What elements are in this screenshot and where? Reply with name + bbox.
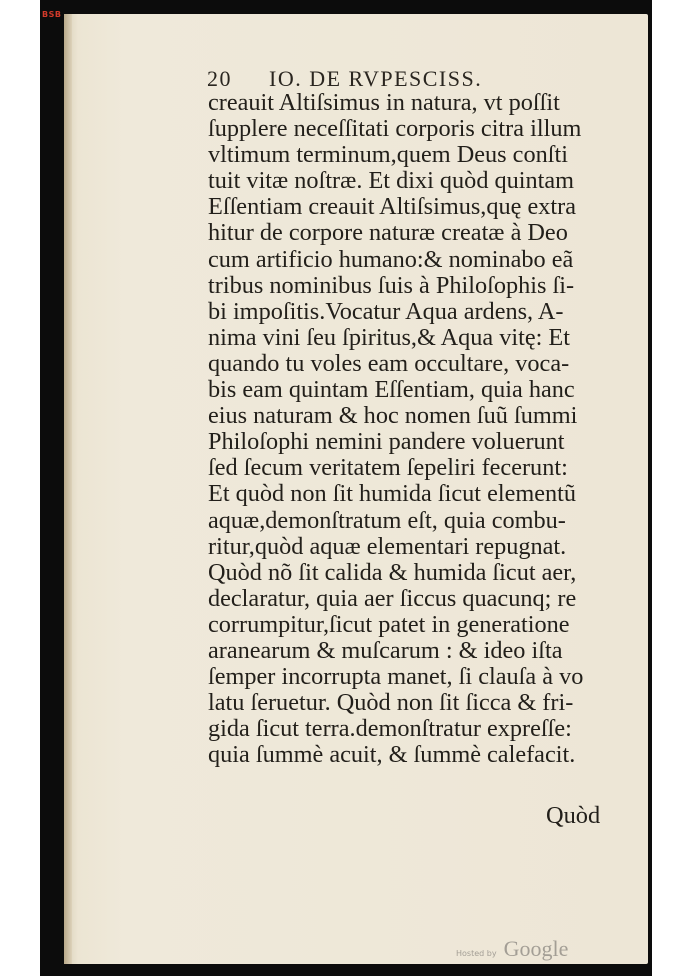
text-line: bis eam quintam Eſſentiam, quia hanc — [208, 376, 575, 404]
text-line: tribus nominibus ſuis à Philoſophis ſi- — [208, 271, 575, 299]
text-line: quia ſummè acuit, & ſummè calefacit. — [208, 741, 576, 769]
text-line: eius naturam & hoc nomen ſuũ ſummi — [208, 402, 578, 430]
text-line: quando tu voles eam occultare, voca- — [208, 349, 570, 377]
running-title: IO. DE RVPESCISS. — [269, 66, 483, 91]
hosted-by-credit — [456, 936, 568, 962]
text-line: latu ſeruetur. Quòd non ſit ſicca & fri- — [208, 689, 574, 717]
text-line: vltimum terminum,quem Deus conſti — [208, 141, 568, 169]
text-line: aquæ,demonſtratum eſt, quia combu- — [208, 506, 566, 534]
page-number: 20 — [207, 66, 232, 91]
text-line: aranearum & muſcarum : & ideo iſta — [208, 636, 563, 664]
text-line: declaratur, quia aer ſiccus quacunq; re — [208, 584, 577, 612]
text-line: ſed ſecum veritatem ſepeliri fecerunt: — [208, 454, 568, 482]
text-line: gida ſicut terra.demonſtratur expreſſe: — [208, 715, 572, 743]
text-line: nima vini ſeu ſpiritus,& Aqua vitę: Et — [208, 323, 570, 351]
google-logo: Google — [503, 936, 569, 961]
page-gutter-shadow — [64, 14, 72, 964]
text-line: bi impoſitis.Vocatur Aqua ardens, A- — [208, 297, 564, 325]
text-line: Philoſophi nemini pandere voluerunt — [208, 428, 565, 456]
text-line: Et quòd non ſit humida ſicut elementũ — [208, 480, 577, 508]
text-line: ritur,quòd aquæ elementari repugnat. — [208, 532, 567, 560]
text-line: tuit vitæ noſtræ. Et dixi quòd quintam — [208, 167, 575, 195]
text-line: corrumpitur,ſicut patet in generatione — [208, 610, 570, 638]
text-line: hitur de corpore naturæ creatæ à Deo — [208, 219, 568, 247]
text-line: Quòd nõ ſit calida & humida ſicut aer, — [208, 558, 577, 586]
page-body-text — [208, 90, 620, 768]
catchword: Quòd — [546, 802, 601, 829]
hosted-by-label: Hosted by — [456, 949, 497, 958]
text-line: cum artificio humano:& nominabo eã — [208, 245, 574, 273]
text-line: ſemper incorrupta manet, ſi clauſa à vo — [208, 663, 584, 691]
text-line: ſupplere neceſſitati corporis citra illum — [208, 115, 582, 143]
text-line: creauit Altiſsimus in natura, vt poſſit — [208, 89, 560, 116]
text-line: Eſſentiam creauit Altiſsimus,quę extra — [208, 193, 576, 221]
library-stamp: BSB — [42, 10, 62, 19]
